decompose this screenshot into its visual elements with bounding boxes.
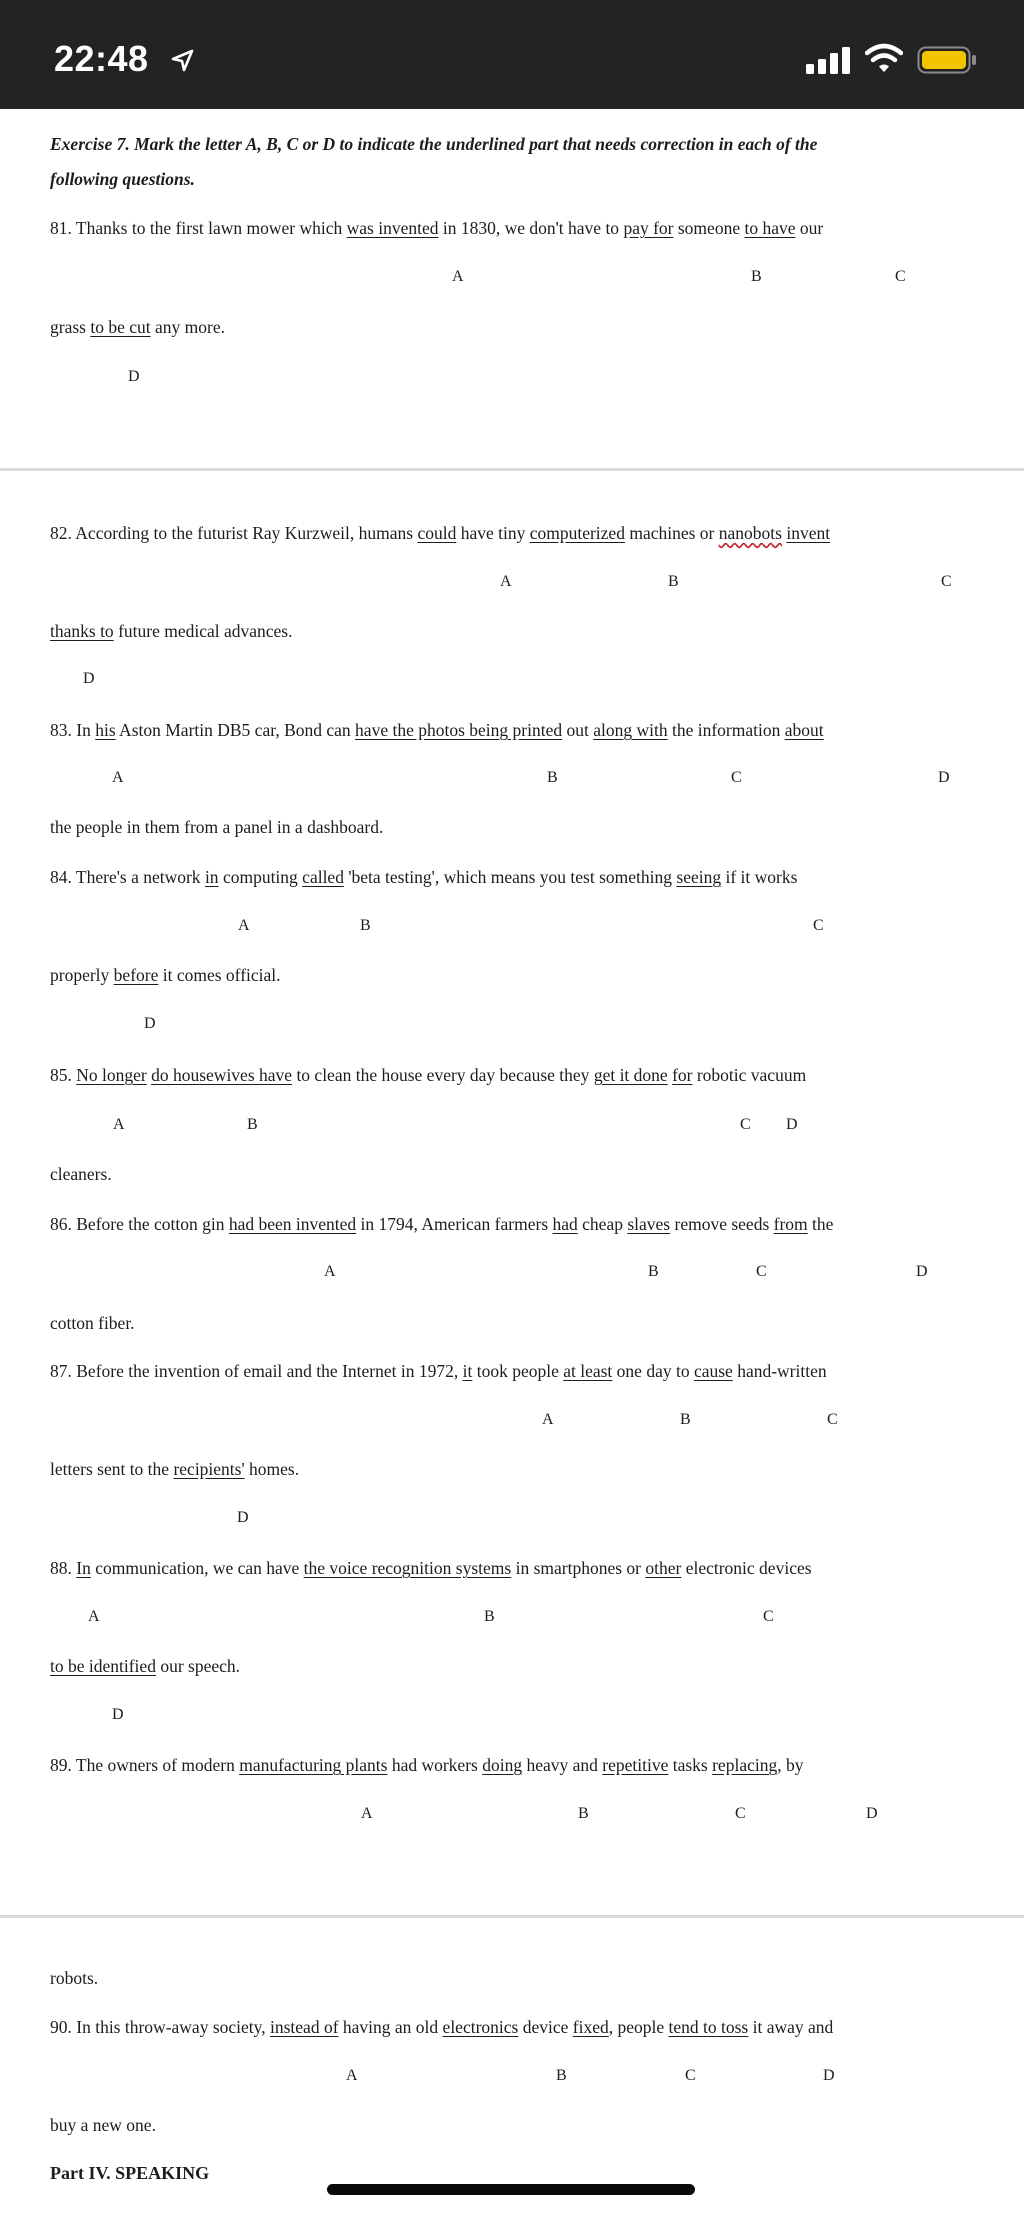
q89-option-b: doing [482, 1755, 523, 1775]
q81-label-a: A [452, 268, 464, 285]
question-86-line-1: 86. Before the cotton gin had been invented in 1794, American farmers had cheap slaves remove seeds from the [50, 1214, 834, 1234]
page-break-divider [0, 1915, 1024, 1918]
q86-option-b: had [552, 1214, 578, 1234]
q86-option-a: had been invented [228, 1214, 357, 1234]
q86-label-b: B [648, 1263, 659, 1280]
q82-option-a: could [417, 523, 457, 543]
q84-option-c: seeing [676, 867, 722, 887]
q81-option-b: pay for [623, 218, 674, 238]
exercise-title-line-1: Exercise 7. Mark the letter A, B, C or D to indicate the underlined part that needs correction in each of the [50, 134, 818, 154]
q87-option-b: at least [563, 1361, 613, 1381]
question-88-line-2: to be identified our speech. [50, 1656, 241, 1676]
q81-option-d: to be cut [90, 317, 151, 337]
battery-icon [917, 46, 977, 74]
q88-label-d: D [112, 1706, 124, 1723]
location-arrow-icon [170, 48, 196, 74]
q81-label-c: C [895, 268, 906, 285]
q89-label-b: B [578, 1805, 589, 1822]
question-83-line-2: the people in them from a panel in a dashboard. [50, 817, 384, 837]
question-81-line-2: grass to be cut any more. [50, 317, 225, 337]
q90-option-d: tend to toss [668, 2017, 749, 2037]
q88-option-d: to be identified [50, 1656, 156, 1676]
question-89-line-2: robots. [50, 1968, 99, 1988]
section-heading: Part IV. SPEAKING [50, 2163, 210, 2183]
q87-label-c: C [827, 1411, 838, 1428]
question-87-line-2: letters sent to the recipients' homes. [50, 1459, 300, 1479]
q90-label-c: C [685, 2067, 696, 2084]
q84-option-b: called [302, 867, 344, 887]
q90-label-b: B [556, 2067, 567, 2084]
question-82-line-2: thanks to future medical advances. [50, 621, 293, 641]
q83-option-c: along with [593, 720, 668, 740]
q84-label-a: A [238, 917, 250, 934]
q85-option-a: No longer [76, 1065, 147, 1085]
q83-label-c: C [731, 769, 742, 786]
status-bar [0, 0, 1024, 109]
question-82-line-1: 82. According to the futurist Ray Kurzweil, humans could have tiny computerized machines or nanobots invent [50, 523, 831, 543]
question-85-line-2: cleaners. [50, 1164, 112, 1184]
exercise-title-line-2: following questions. [50, 169, 195, 189]
question-89-line-1: 89. The owners of modern manufacturing plants had workers doing heavy and repetitive tasks replacing, by [50, 1755, 804, 1775]
q85-label-c: C [740, 1116, 751, 1133]
home-indicator[interactable] [327, 2184, 695, 2195]
q88-option-b: the voice recognition systems [303, 1558, 512, 1578]
signal-icon [806, 46, 854, 74]
document-page [0, 109, 1024, 2217]
q87-label-a: A [542, 1411, 554, 1428]
page-break-divider [0, 468, 1024, 471]
q87-option-c: cause [693, 1361, 733, 1381]
q82-label-c: C [941, 573, 952, 590]
q86-label-a: A [324, 1263, 336, 1280]
q88-option-a: In [76, 1558, 91, 1578]
question-84-line-1: 84. There's a network in computing called 'beta testing', which means you test something seeing if it works [50, 867, 798, 887]
q81-label-b: B [751, 268, 762, 285]
q85-option-c: get it done [593, 1065, 668, 1085]
question-87-line-1: 87. Before the invention of email and the Internet in 1972, it took people at least one day to cause hand-written [50, 1361, 827, 1381]
q86-option-d: from [773, 1214, 808, 1234]
q82-label-b: B [668, 573, 679, 590]
q84-label-b: B [360, 917, 371, 934]
q86-label-c: C [756, 1263, 767, 1280]
question-90-line-2: buy a new one. [50, 2115, 156, 2135]
q81-option-c: to have [744, 218, 796, 238]
wifi-icon [865, 43, 903, 73]
question-83-line-1: 83. In his Aston Martin DB5 car, Bond can have the photos being printed out along with the information about [50, 720, 824, 740]
q88-label-b: B [484, 1608, 495, 1625]
q82-spell-error-word: nanobots [718, 523, 782, 543]
q89-option-a: manufacturing plants [239, 1755, 388, 1775]
q82-label-a: A [500, 573, 512, 590]
q89-label-d: D [866, 1805, 878, 1822]
clock-time: 22:48 [54, 38, 149, 79]
question-90-line-1: 90. In this throw-away society, instead of having an old electronics device fixed, people tend to toss it away and [50, 2017, 834, 2037]
q86-label-d: D [916, 1263, 928, 1280]
q82-option-c: invent [786, 523, 831, 543]
q83-option-a: his [95, 720, 116, 740]
q84-label-d: D [144, 1015, 156, 1032]
q88-label-c: C [763, 1608, 774, 1625]
q81-label-d: D [128, 368, 140, 385]
q84-label-c: C [813, 917, 824, 934]
question-81-line-1: 81. Thanks to the first lawn mower which was invented in 1830, we don't have to pay for someone to have our [50, 218, 824, 238]
q90-label-a: A [346, 2067, 358, 2084]
question-84-line-2: properly before it comes official. [50, 965, 281, 985]
q86-option-c: slaves [627, 1214, 671, 1234]
q84-option-d: before [113, 965, 159, 985]
q83-label-d: D [938, 769, 950, 786]
q87-label-d: D [237, 1509, 249, 1526]
q90-option-b: electronics [442, 2017, 519, 2037]
q82-label-d: D [83, 670, 95, 687]
q85-label-a: A [113, 1116, 125, 1133]
q90-option-a: instead of [270, 2017, 339, 2037]
q90-label-d: D [823, 2067, 835, 2084]
q87-option-d: recipients' [173, 1459, 245, 1479]
q89-option-c: repetitive [602, 1755, 669, 1775]
q83-option-b: have the photos being printed [355, 720, 563, 740]
q89-label-c: C [735, 1805, 746, 1822]
q85-option-d: for [672, 1065, 693, 1085]
q83-option-d: about [784, 720, 824, 740]
q83-label-b: B [547, 769, 558, 786]
q85-label-b: B [247, 1116, 258, 1133]
q84-option-a: in [204, 867, 219, 887]
question-88-line-1: 88. In communication, we can have the voice recognition systems in smartphones or other electronic devices [50, 1558, 812, 1578]
q82-option-d: thanks to [50, 621, 114, 641]
q85-option-b: do housewives have [151, 1065, 293, 1085]
q89-label-a: A [361, 1805, 373, 1822]
q90-option-c: fixed [572, 2017, 609, 2037]
q83-label-a: A [112, 769, 124, 786]
q89-option-d: replacing [712, 1755, 778, 1775]
q81-option-a: was invented [346, 218, 439, 238]
question-85-line-1: 85. No longer do housewives have to clean the house every day because they get it done for robotic vacuum [50, 1065, 807, 1085]
question-86-line-2: cotton fiber. [50, 1313, 135, 1333]
q82-option-b: computerized [529, 523, 625, 543]
q87-label-b: B [680, 1411, 691, 1428]
q85-label-d: D [786, 1116, 798, 1133]
q88-label-a: A [88, 1608, 100, 1625]
q88-option-c: other [645, 1558, 682, 1578]
q87-option-a: it [462, 1361, 473, 1381]
